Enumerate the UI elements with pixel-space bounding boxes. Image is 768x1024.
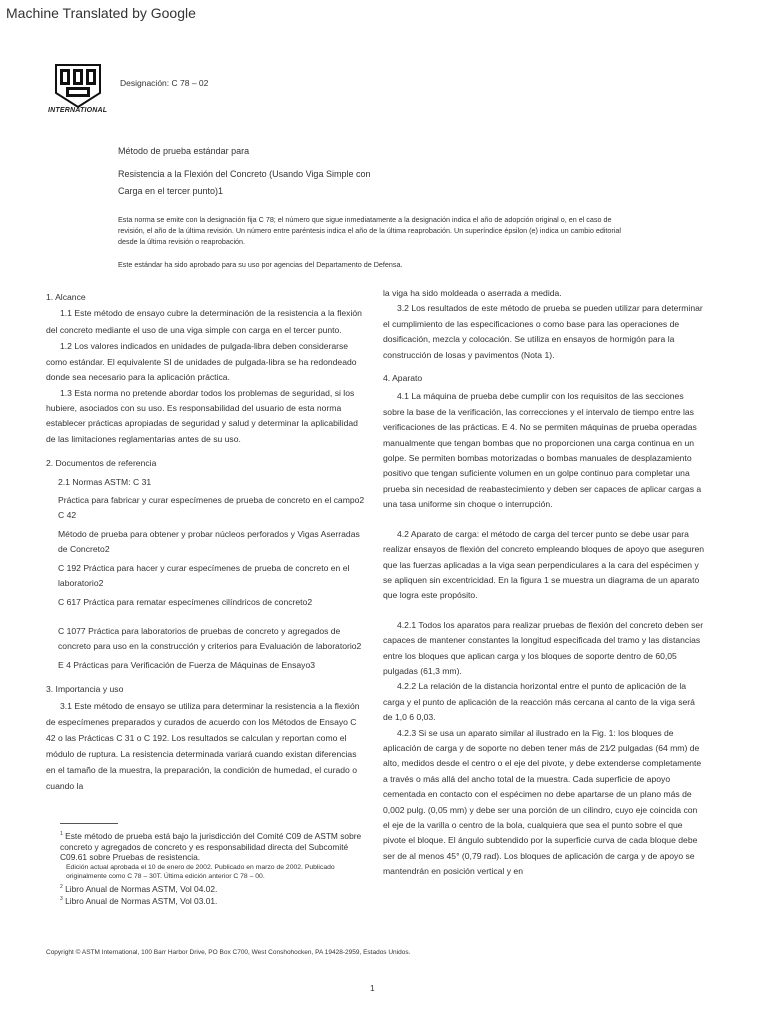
- right-column: [383, 286, 705, 880]
- paragraph-1-2: 1.2 Los valores indicados en unidades de pulgada-libra deben considerarse como estándar. El equivalente SI de unidades de pulgada-libra se ha redondeado donde sea necesario para la aplicación práctica.: [46, 341, 357, 383]
- logo-text: INTERNATIONAL: [48, 107, 108, 114]
- reference-e4: E 4 Prácticas para Verificación de Fuerza de Máquinas de Ensayo3: [58, 659, 316, 670]
- page-number: 1: [370, 983, 375, 993]
- footnote-2: Libro Anual de Normas ASTM, Vol 04.02.: [65, 883, 218, 894]
- paragraph-1-3: 1.3 Esta norma no pretende abordar todos los problemas de seguridad, si los hubiere, asociados con su uso. Es responsabilidad del usuario de esta norma establecer prácticas apropiadas de seguridad y salud y determinar la aplicabilidad de las limitaciones reglamentarias antes de su uso.: [46, 387, 358, 444]
- reference-c617: C 617 Práctica para rematar especímenes cilíndricos de concreto2: [58, 596, 313, 607]
- paragraph-4-2-1: 4.2.1 Todos los aparatos para realizar pruebas de flexión del concreto deben ser capaces de mantener constantes la longitud especificada del tramo y las distancias entre los bloques que aplican carga y los bloques de soporte dentro de 60,05 pulgadas (61,3 mm).: [383, 619, 704, 676]
- section-heading-scope: 1. Alcance: [46, 292, 86, 302]
- paragraph-4-2-3: 4.2.3 Si se usa un aparato similar al ilustrado en la Fig. 1: los bloques de aplicación de carga y de soporte no deben tener más de 21⁄2 pulgadas (64 mm) de alto, medidos desde el centro o el eje del pivote, y debe extenderse completamente a través o más allá del ancho total de la muestra. Cada superficie de apoyo cementada en contacto con el espécimen no debe apartarse de un plano más de 0,002 pulg. (0,05 mm) y debe ser una porción de un cilindro, cuyo eje coincida con el eje de la varilla o centro de la bola, cualquiera que sea el punto sobre el que pivote el bloque. El ángulo subtendido por la superficie curva de cada bloque debe ser de al menos 45° (0,79 rad). Los bloques de aplicación de carga y de apoyo se mantendrán en posición vertical y en: [383, 727, 702, 877]
- reference-c1077: C 1077 Práctica para laboratorios de pruebas de concreto y agregados de concreto para uso en la construcción y criterios para Evaluación de laboratorio2: [58, 625, 362, 652]
- paragraph-3-2: 3.2 Los resultados de este método de prueba se pueden utilizar para determinar el cumplimiento de las especificaciones o como base para las operaciones de dosificación, mezcla y colocación. Se utiliza en ensayos de hormigón para la construcción de losas y pavimentos (Nota 1).: [383, 303, 703, 360]
- title-line-3: Carga en el tercer punto)1: [118, 186, 224, 196]
- designation: Designación: C 78 – 02: [120, 78, 209, 88]
- title-line-1: Método de prueba estándar para: [118, 146, 250, 156]
- paragraph-4-2: 4.2 Aparato de carga: el método de carga del tercer punto se debe usar para realizar ensayos de flexión del concreto empleando bloques de apoyo que aseguren que las fuerzas aplicadas a la viga sean perpendiculares a la cara del espécimen y se apliquen sin excentricidad. En la figura 1 se muestra un diagrama de un aparato que logra este propósito.: [383, 528, 705, 601]
- reference-c31: Práctica para fabricar y curar especímenes de prueba de concreto en el campo2 C 42: [58, 495, 365, 521]
- footnote-1: Este método de prueba está bajo la jurisdicción del Comité C09 de ASTM sobre concreto y agregados de concreto y es responsabilidad directa del Subcomité C09.61 sobre Pruebas de resistencia.: [60, 830, 362, 863]
- footnote-3: Libro Anual de Normas ASTM, Vol 03.01.: [65, 896, 218, 907]
- paragraph-4-1: 4.1 La máquina de prueba debe cumplir con los requisitos de las secciones sobre la base de la verificación, las correcciones y el intervalo de tiempo entre las verificaciones de las prácticas. E 4. No se permiten máquinas de prueba operadas manualmente que tengan bombas que no proporcionen una carga continua en un golpe. Se permiten bombas motorizadas o bombas manuales de desplazamiento positivo que tengan suficiente volumen en un golpe continuo para completar una prueba sin necesidad de reabastecimiento y deben ser capaces de aplicar cargas a una tasa uniforme sin choque o interrupción.: [383, 391, 702, 510]
- paragraph-2-1: 2.1 Normas ASTM: C 31: [58, 476, 152, 487]
- paragraph-3-1-continued: la viga ha sido moldeada o aserrada a medida.: [383, 288, 562, 298]
- section-heading-references: 2. Documentos de referencia: [46, 458, 157, 469]
- paragraph-1-1: 1.1 Este método de ensayo cubre la determinación de la resistencia a la flexión del concreto mediante el uso de una viga simple con carga en el tercer punto.: [46, 308, 362, 336]
- reference-c192: C 192 Práctica para hacer y curar especímenes de prueba de concreto en el laboratorio2: [58, 562, 350, 589]
- section-heading-significance: 3. Importancia y uso: [46, 684, 124, 695]
- issue-note: Esta norma se emite con la designación fija C 78; el número que sigue inmediatamente a la designación indica el año de adopción original o, en el caso de revisión, el año de la última revisión. Un número entre paréntesis indica el año de la última reaprobación. Un superíndice épsilon (e) indica un cambio editorial desde la última revisión o reaprobación.: [118, 215, 622, 246]
- machine-translated-label: Machine Translated by Google: [6, 5, 196, 21]
- footnote-3-mark: 3: [60, 896, 63, 903]
- footnote-2-mark: 2: [60, 883, 63, 890]
- footnotes: [60, 829, 370, 907]
- paragraph-3-1: 3.1 Este método de ensayo se utiliza para determinar la resistencia a la flexión de especímenes preparados y curados de acuerdo con los Métodos de Ensayo C 42 o las Prácticas C 31 o C 192. Los resultados se calculan y reportan como el módulo de ruptura. La resistencia determinada variará cuando existan diferencias en el tamaño de la muestra, la preparación, la condición de humedad, el curado o cuando la: [46, 700, 360, 791]
- dod-note: Este estándar ha sido aprobado para su uso por agencias del Departamento de Defensa.: [118, 260, 403, 269]
- title-line-2: Resistencia a la Flexión del Concreto (Usando Viga Simple con: [118, 169, 371, 179]
- section-heading-apparatus: 4. Aparato: [383, 373, 423, 384]
- footnote-divider: [60, 823, 118, 824]
- paragraph-4-2-2: 4.2.2 La relación de la distancia horizontal entre el punto de aplicación de la carga y el punto de aplicación de la reacción más cercana al canto de la viga será de 1,0 6 0,03.: [383, 681, 695, 723]
- astm-logo: [44, 57, 112, 119]
- copyright-notice: Copyright © ASTM International, 100 Barr Harbor Drive, PO Box C700, West Conshohocken, PA 19428-2959, Estados Unidos.: [46, 949, 411, 956]
- reference-c42: Método de prueba para obtener y probar núcleos perforados y Vigas Aserradas de Concreto2: [58, 528, 360, 555]
- left-column: [46, 290, 368, 794]
- footnote-1-edition: Edición actual aprobada el 10 de enero de 2002. Publicado en marzo de 2002. Publicado originalmente como C 78 – 30T. Última edición anterior C 78 – 00.: [66, 864, 335, 881]
- footnote-1-mark: 1: [60, 831, 63, 837]
